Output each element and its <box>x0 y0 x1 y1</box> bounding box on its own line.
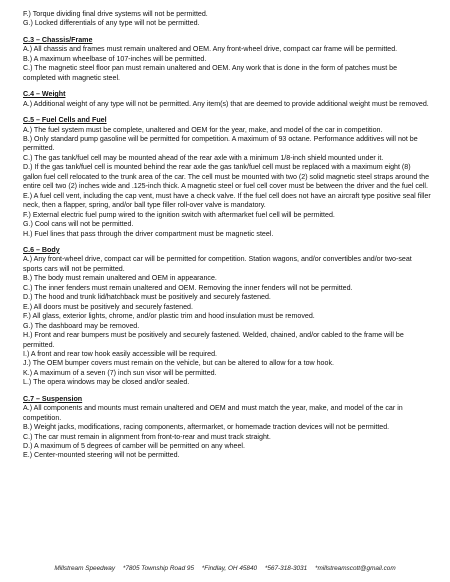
rule-item: H.) Fuel lines that pass through the driver compartment must be magnetic steel. <box>23 229 274 238</box>
section-rules <box>23 255 431 387</box>
rule-item: A.) Additional weight of any type will not be permitted. Any item(s) that are deemed to provide additional weight must be removed. <box>23 99 429 108</box>
section-body <box>23 246 431 388</box>
rule-item: K.) A maximum of a seven (7) inch sun visor will be permitted. <box>23 368 217 377</box>
section-title: C.3 – Chassis/Frame <box>23 35 93 44</box>
section-title: C.4 – Weight <box>23 90 66 99</box>
section-title: C.7 – Suspension <box>23 394 83 403</box>
rule-item: J.) The OEM bumper covers must remain on the vehicle, but can be altered to allow for a tow hook. <box>23 359 334 368</box>
rule-item: F.) Torque dividing final drive systems will not be permitted. <box>23 10 208 18</box>
rule-item: F.) External electric fuel pump wired to the ignition switch with aftermarket fuel cell will be permitted. <box>23 210 335 219</box>
rule-item: A.) All components and mounts must remain unaltered and OEM and must match the year, make, and model of the car in competition. <box>23 404 403 422</box>
section-chassis <box>23 36 431 83</box>
section-weight <box>23 90 431 109</box>
section-title: C.5 – Fuel Cells and Fuel <box>23 116 107 125</box>
footer-email: *millstreamscott@gmail.com <box>314 565 396 572</box>
rule-item: L.) The opera windows may be closed and/or sealed. <box>23 378 190 387</box>
section-rules <box>23 45 431 83</box>
rule-item: I.) A front and rear tow hook easily accessible will be required. <box>23 349 217 358</box>
rule-item: B.) A maximum wheelbase of 107-inches will be permitted. <box>23 54 207 63</box>
rule-item: C.) The gas tank/fuel cell may be mounted ahead of the rear axle with a minimum 1/8-inch shield mounted under it. <box>23 153 384 162</box>
section-title: C.6 – Body <box>23 245 60 254</box>
rule-item: B.) The body must remain unaltered and OEM in appearance. <box>23 274 217 283</box>
rule-item: E.) Center-mounted steering will not be permitted. <box>23 451 180 460</box>
rule-item: B.) Only standard pump gasoline will be permitted for competition. A maximum of 93 octane. Performance additives will not be permitted. <box>23 134 418 153</box>
rule-item: E.) All doors must be positively and securely fastened. <box>23 302 193 311</box>
section-fuel <box>23 116 431 239</box>
section-suspension <box>23 395 431 461</box>
rule-item: H.) Front and rear bumpers must be positively and securely fastened. Welded, chained, and/or cabled to the frame will be permitted. <box>23 331 404 349</box>
rule-item: B.) Weight jacks, modifications, racing components, aftermarket, or homemade traction devices will not be permitted. <box>23 423 390 432</box>
footer-city: *Findlay, OH 45840 <box>201 565 258 572</box>
page-footer <box>0 565 450 572</box>
rule-item: G.) The dashboard may be removed. <box>23 321 140 330</box>
rule-item: A.) Any front-wheel drive, compact car will be permitted for competition. Station wagons, and/or convertibles and/or two-seat sports cars will not be permitted. <box>23 255 412 273</box>
section-rules <box>23 100 431 109</box>
rule-item: D.) The hood and trunk lid/hatchback must be positively and securely fastened. <box>23 293 271 302</box>
rule-item: A.) The fuel system must be complete, unaltered and OEM for the year, make, and model of the car in competition. <box>23 125 383 134</box>
rule-item: G.) Locked differentials of any type will not be permitted. <box>23 19 200 28</box>
rule-item: D.) A maximum of 5 degrees of camber will be permitted on any wheel. <box>23 442 245 451</box>
rule-item: E.) A fuel cell vent, including the cap vent, must have a check valve. If the fuel cell does not have an aircraft type positive seal filler neck, then a flapper, spring, and/or ball type filler roll-over valve is mandatory. <box>23 191 431 210</box>
footer-address: *7805 Township Road 95 <box>122 565 195 572</box>
rules-document <box>23 10 431 461</box>
rule-item: C.) The inner fenders must remain unaltered and OEM. Removing the inner fenders will not be permitted. <box>23 283 353 292</box>
rule-item: D.) If the gas tank/fuel cell is mounted behind the rear axle the gas tank/fuel cell must be replaced with a maximum eight (8) gallon fuel cell relocated to the trunk area of the car. The cell must be mounted with two (2) solid magnetic steel straps around the entire cell two (2) inches wide and .125-inch thick. A magnetic steel or fuel cell cover must be between the driver and the fuel cell. <box>23 163 430 191</box>
rule-item: C.) The magnetic steel floor pan must remain unaltered and OEM. Any work that is done in the form of patches must be completed with magnetic steel. <box>23 64 398 82</box>
intro-rules <box>23 10 431 29</box>
section-rules <box>23 126 431 239</box>
rule-item: A.) All chassis and frames must remain unaltered and OEM. Any front-wheel drive, compact car frame will be permitted. <box>23 45 398 54</box>
section-rules <box>23 404 431 461</box>
rule-item: C.) The car must remain in alignment from front-to-rear and must track straight. <box>23 432 271 441</box>
footer-phone: *567-318-3031 <box>264 565 308 572</box>
rule-item: G.) Cool cans will not be permitted. <box>23 220 134 229</box>
rule-item: F.) All glass, exterior lights, chrome, and/or plastic trim and hood insulation must be removed. <box>23 312 315 321</box>
footer-name: Millstream Speedway <box>54 565 116 572</box>
